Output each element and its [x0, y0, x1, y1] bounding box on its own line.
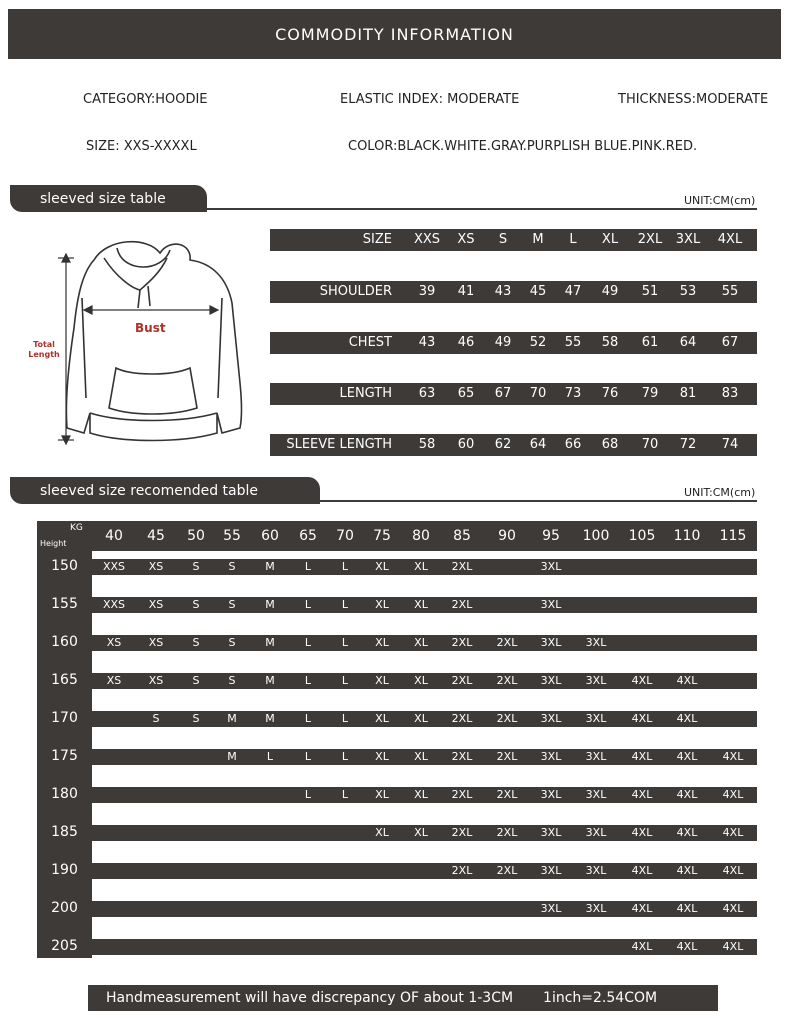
height-column [37, 521, 92, 958]
size-cell: 4XL [717, 232, 743, 247]
recommended-size-cell: XS [148, 598, 164, 611]
recommended-size-cell: S [192, 598, 200, 611]
recommended-size-cell: L [304, 560, 312, 573]
weight-header: 40 [105, 528, 123, 544]
weight-header: 115 [719, 528, 747, 544]
section-divider [205, 208, 757, 210]
recommended-size-cell: XL [375, 788, 389, 801]
size-cell: 2XL [637, 232, 663, 247]
size-cell: 67 [494, 386, 512, 401]
recommended-size-cell: 3XL [585, 826, 607, 839]
size-cell: XS [457, 232, 475, 247]
size-cell: 74 [721, 437, 739, 452]
row-label: SHOULDER [319, 284, 392, 299]
recommended-size-cell: L [304, 674, 312, 687]
recommended-size-cell: L [304, 712, 312, 725]
recommended-size-cell: 2XL [496, 712, 518, 725]
recommended-size-cell: 3XL [585, 750, 607, 763]
recommended-size-cell: 4XL [722, 826, 744, 839]
size-cell: 79 [641, 386, 659, 401]
color-info: COLOR:BLACK.WHITE.GRAY.PURPLISH BLUE.PINK.RED. [348, 139, 698, 154]
recommended-size-cell: L [304, 788, 312, 801]
size-range-info: SIZE: XXS-XXXXL [86, 139, 197, 154]
recommended-size-cell: XL [414, 826, 428, 839]
thickness-info: THICKNESS:MODERATE [618, 92, 769, 107]
recommended-size-cell: XS [106, 674, 122, 687]
recommended-size-cell: 2XL [496, 864, 518, 877]
recommended-size-cell: XL [375, 674, 389, 687]
size-row-length [270, 383, 757, 405]
size-cell: 63 [418, 386, 436, 401]
height-value: 175 [51, 748, 78, 764]
recommended-size-cell: 2XL [496, 788, 518, 801]
weight-header: 50 [187, 528, 205, 544]
recommended-size-cell: S [152, 712, 160, 725]
size-cell: XL [601, 232, 619, 247]
weight-header: 100 [582, 528, 610, 544]
size-cell: 66 [564, 437, 582, 452]
recommended-size-cell: 2XL [496, 674, 518, 687]
weight-header: 45 [147, 528, 165, 544]
footer-note-bar [88, 985, 718, 1011]
size-row-size [270, 229, 757, 251]
recommended-size-cell: 4XL [631, 864, 653, 877]
recommended-size-cell: S [192, 636, 200, 649]
size-cell: 45 [529, 284, 547, 299]
recommended-size-cell: XL [375, 826, 389, 839]
recommended-size-cell: 3XL [585, 902, 607, 915]
height-value: 205 [51, 938, 78, 954]
row-label: CHEST [348, 335, 392, 350]
recommended-size-cell: 2XL [451, 750, 473, 763]
section-divider [318, 500, 757, 502]
recommended-size-cell: M [227, 712, 237, 725]
size-cell: 49 [494, 335, 512, 350]
recommended-size-cell: 4XL [676, 712, 698, 725]
height-value: 165 [51, 672, 78, 688]
recommended-size-cell: 4XL [631, 788, 653, 801]
section-title: sleeved size table [40, 190, 166, 207]
weight-header: 70 [336, 528, 354, 544]
row-label: LENGTH [339, 386, 392, 401]
recommended-size-cell: L [341, 788, 349, 801]
recommended-size-cell: 3XL [585, 864, 607, 877]
weight-header: 80 [412, 528, 430, 544]
recommended-size-cell: 2XL [451, 826, 473, 839]
bust-label: Bust [135, 321, 166, 335]
recommended-size-cell: 2XL [451, 560, 473, 573]
recommended-size-cell: XL [375, 636, 389, 649]
size-cell: 64 [679, 335, 697, 350]
size-cell: 43 [494, 284, 512, 299]
height-value: 190 [51, 862, 78, 878]
recommended-size-cell: S [192, 712, 200, 725]
size-cell: L [569, 232, 577, 247]
recommended-size-cell: XL [414, 750, 428, 763]
unit-label: UNIT:CM(cm) [684, 486, 756, 499]
recommended-size-cell: 4XL [676, 826, 698, 839]
recommended-size-cell: 4XL [722, 940, 744, 953]
size-row-shoulder [270, 281, 757, 303]
elastic-info: ELASTIC INDEX: MODERATE [340, 92, 520, 107]
recommended-size-cell: S [228, 598, 236, 611]
recommended-size-cell: 3XL [540, 674, 562, 687]
size-cell: XXS [413, 232, 441, 247]
recommended-size-cell: L [341, 636, 349, 649]
recommended-size-cell: 4XL [676, 940, 698, 953]
recommended-size-cell: S [192, 560, 200, 573]
weight-header: 95 [542, 528, 560, 544]
height-value: 180 [51, 786, 78, 802]
size-cell: 46 [457, 335, 475, 350]
size-row-chest [270, 332, 757, 354]
recommended-size-cell: S [228, 636, 236, 649]
recommend-table-heading [10, 477, 320, 504]
recommended-size-cell: 4XL [722, 864, 744, 877]
recommended-size-cell: XL [414, 636, 428, 649]
recommended-size-cell: 3XL [585, 712, 607, 725]
size-cell: 49 [601, 284, 619, 299]
recommended-size-cell: 4XL [631, 674, 653, 687]
size-cell: 52 [529, 335, 547, 350]
size-cell: 3XL [675, 232, 701, 247]
recommended-size-cell: 4XL [631, 712, 653, 725]
recommended-size-cell: L [304, 598, 312, 611]
recommended-size-cell: 2XL [451, 712, 473, 725]
recommended-size-cell: 2XL [496, 826, 518, 839]
recommended-size-cell: XL [414, 788, 428, 801]
size-cell: 58 [418, 437, 436, 452]
size-cell: 41 [457, 284, 475, 299]
recommended-size-cell: 3XL [585, 788, 607, 801]
height-value: 170 [51, 710, 78, 726]
size-cell: 61 [641, 335, 659, 350]
weight-header: 75 [373, 528, 391, 544]
recommended-size-cell: 3XL [540, 712, 562, 725]
recommended-size-cell: M [265, 674, 275, 687]
recommended-size-cell: XS [148, 674, 164, 687]
size-cell: 70 [641, 437, 659, 452]
size-cell: S [498, 232, 508, 247]
recommended-size-cell: L [341, 712, 349, 725]
recommended-size-cell: 4XL [631, 750, 653, 763]
size-cell: 51 [641, 284, 659, 299]
size-cell: 53 [679, 284, 697, 299]
banner-title: COMMODITY INFORMATION [275, 24, 514, 44]
size-row-sleeve-length [270, 434, 757, 456]
height-label: Height [40, 539, 67, 548]
size-cell: 47 [564, 284, 582, 299]
weight-header: 110 [673, 528, 701, 544]
recommended-size-cell: XXS [102, 598, 126, 611]
size-cell: 58 [601, 335, 619, 350]
recommended-size-cell: XL [375, 750, 389, 763]
kg-label: KG [70, 523, 83, 533]
recommended-size-cell: L [341, 674, 349, 687]
recommended-size-cell: 2XL [451, 636, 473, 649]
height-value: 155 [51, 596, 78, 612]
recommended-size-cell: 4XL [676, 788, 698, 801]
recommended-size-cell: 3XL [540, 560, 562, 573]
recommended-size-cell: 3XL [585, 636, 607, 649]
recommended-size-cell: 4XL [676, 674, 698, 687]
recommended-size-cell: S [228, 674, 236, 687]
recommended-size-cell: XL [414, 598, 428, 611]
recommended-size-cell: M [265, 598, 275, 611]
recommended-size-cell: L [341, 598, 349, 611]
recommended-size-cell: 2XL [496, 750, 518, 763]
recommended-size-cell: 4XL [676, 750, 698, 763]
recommended-size-cell: 4XL [631, 940, 653, 953]
size-cell: 39 [418, 284, 436, 299]
recommended-size-cell: 4XL [722, 788, 744, 801]
recommended-size-cell: 2XL [451, 598, 473, 611]
recommended-size-cell: 3XL [585, 674, 607, 687]
size-cell: 60 [457, 437, 475, 452]
recommended-size-cell: L [341, 750, 349, 763]
weight-header: 90 [498, 528, 516, 544]
recommended-size-cell: M [265, 636, 275, 649]
recommended-size-cell: S [228, 560, 236, 573]
recommended-size-cell: XS [148, 560, 164, 573]
inch-conversion: 1inch=2.54COM [543, 990, 658, 1006]
recommended-size-cell: 4XL [631, 902, 653, 915]
size-cell: 81 [679, 386, 697, 401]
recommended-size-cell: XS [148, 636, 164, 649]
height-value: 200 [51, 900, 78, 916]
size-cell: 65 [457, 386, 475, 401]
recommended-size-cell: 4XL [722, 750, 744, 763]
recommended-size-cell: XL [375, 712, 389, 725]
recommended-size-cell: 2XL [496, 636, 518, 649]
recommended-size-cell: 2XL [451, 674, 473, 687]
height-value: 160 [51, 634, 78, 650]
recommended-size-cell: XS [106, 636, 122, 649]
recommended-size-cell: XL [414, 712, 428, 725]
recommended-size-cell: 3XL [540, 788, 562, 801]
category-info: CATEGORY:HOODIE [83, 92, 208, 107]
recommended-size-cell: 4XL [631, 826, 653, 839]
size-cell: 64 [529, 437, 547, 452]
recommended-size-cell: XXS [102, 560, 126, 573]
size-cell: 62 [494, 437, 512, 452]
recommended-size-cell: M [265, 712, 275, 725]
recommended-size-cell: XL [375, 598, 389, 611]
recommended-size-cell: 3XL [540, 902, 562, 915]
recommended-size-cell: L [341, 560, 349, 573]
measurement-note: Handmeasurement will have discrepancy OF about 1-3CM [106, 990, 514, 1006]
recommended-size-cell: XL [414, 560, 428, 573]
size-cell: 72 [679, 437, 697, 452]
size-cell: 55 [721, 284, 739, 299]
total-length-label: Total Length [28, 340, 60, 359]
unit-label: UNIT:CM(cm) [684, 194, 756, 207]
recommended-size-cell: L [266, 750, 274, 763]
weight-header: 60 [261, 528, 279, 544]
size-cell: M [532, 232, 544, 247]
size-cell: 55 [564, 335, 582, 350]
size-cell: 83 [721, 386, 739, 401]
section-title: sleeved size recomended table [40, 482, 258, 499]
size-cell: 67 [721, 335, 739, 350]
hoodie-illustration [22, 228, 262, 450]
recommended-size-cell: 3XL [540, 598, 562, 611]
recommended-size-cell: 3XL [540, 636, 562, 649]
recommended-size-cell: 3XL [540, 826, 562, 839]
commodity-info-banner [8, 9, 781, 59]
recommended-size-cell: 2XL [451, 864, 473, 877]
recommended-size-cell: L [304, 636, 312, 649]
recommended-size-cell: M [227, 750, 237, 763]
recommended-size-cell: 4XL [722, 902, 744, 915]
sleeved-size-table-heading [10, 185, 207, 212]
size-cell: 76 [601, 386, 619, 401]
recommended-size-cell: M [265, 560, 275, 573]
height-value: 150 [51, 558, 78, 574]
recommended-size-cell: S [192, 674, 200, 687]
recommended-size-cell: L [304, 750, 312, 763]
size-cell: 43 [418, 335, 436, 350]
recommended-size-cell: XL [414, 674, 428, 687]
recommended-size-cell: 2XL [451, 788, 473, 801]
recommended-size-cell: 4XL [676, 864, 698, 877]
recommended-size-cell: 3XL [540, 864, 562, 877]
recommended-size-cell: 3XL [540, 750, 562, 763]
row-label: SIZE [362, 232, 392, 247]
weight-header: 105 [628, 528, 656, 544]
size-cell: 70 [529, 386, 547, 401]
size-cell: 68 [601, 437, 619, 452]
weight-header: 65 [299, 528, 317, 544]
weight-header: 55 [223, 528, 241, 544]
recommended-size-cell: XL [375, 560, 389, 573]
weight-header: 85 [453, 528, 471, 544]
height-value: 185 [51, 824, 78, 840]
recommended-size-cell: 4XL [676, 902, 698, 915]
size-cell: 73 [564, 386, 582, 401]
row-label: SLEEVE LENGTH [286, 437, 392, 452]
